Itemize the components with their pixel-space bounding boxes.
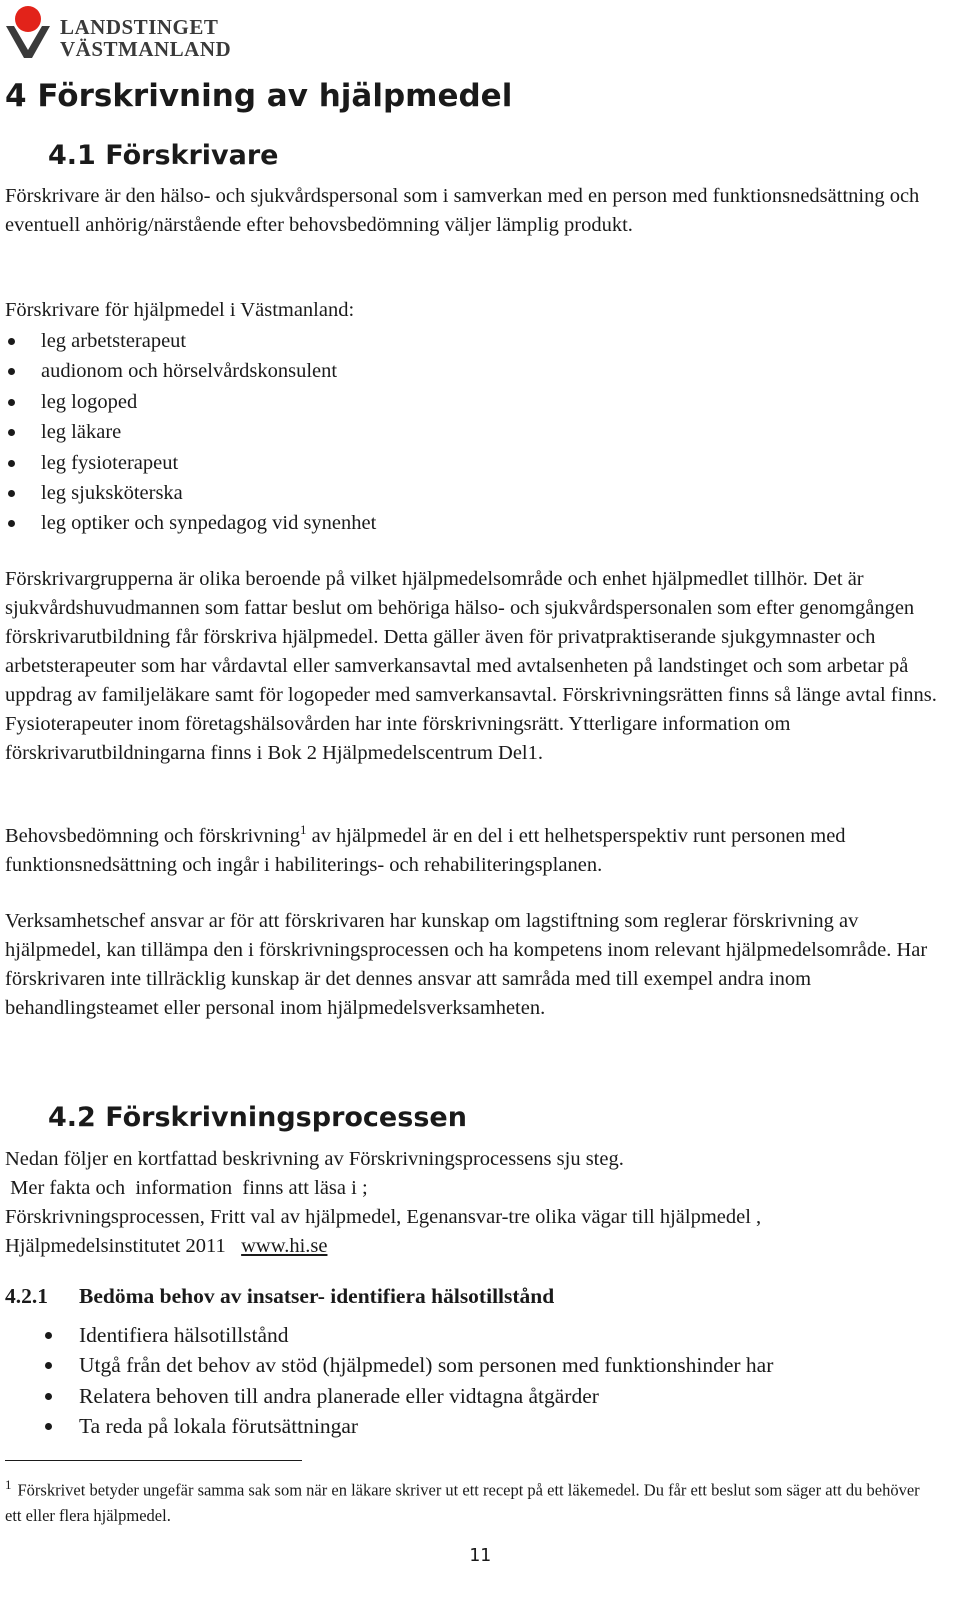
page-number: 11 bbox=[469, 1545, 491, 1566]
list-item: audionom och hörselvårdskonsulent bbox=[41, 356, 376, 386]
list-item: leg logoped bbox=[41, 387, 376, 417]
hi-website-link[interactable]: www.hi.se bbox=[241, 1235, 328, 1257]
list-item: Identifiera hälsotillstånd bbox=[79, 1320, 773, 1350]
footnote-divider bbox=[5, 1460, 302, 1461]
needs-assessment-paragraph bbox=[5, 822, 940, 880]
section-title: Bedöma behov av insatser- identifiera hälsotillstånd bbox=[79, 1284, 555, 1308]
needs-text-b: av hjälpmedel är en del i ett helhetsperspektiv runt personen med funktionsnedsättning och ingår i habiliterings- och rehabiliteringsplanen. bbox=[5, 825, 846, 876]
manager-responsibility-paragraph: Verksamhetschef ansvar ar för att förskrivaren har kunskap om lagstiftning som reglerar förskrivning av hjälpmedel, kan tillämpa den i förskrivningsprocessen och ha kompetens inom relevant hjälpmedelsområde. Har förskrivaren inte tillräcklig kunskap är det dennes ansvar att samråda med till exempel andra inom behandlingsteamet eller personal inom hjälpmedelsverksamheten. bbox=[5, 910, 928, 1019]
section-4-2-1-heading bbox=[5, 1284, 554, 1309]
list-item: leg sjuksköterska bbox=[41, 478, 376, 508]
list-item: leg optiker och synpedagog vid synenhet bbox=[41, 508, 376, 538]
prescriber-list bbox=[41, 326, 376, 539]
footnote-ref: 1 bbox=[299, 822, 307, 838]
section-4-2-heading: 4.2 Förskrivningsprocessen bbox=[48, 1102, 467, 1133]
list-item: Ta reda på lokala förutsättningar bbox=[79, 1411, 773, 1441]
section-number: 4.2.1 bbox=[5, 1284, 48, 1308]
needs-text-a: Behovsbedömning och förskrivning bbox=[5, 825, 300, 847]
list-item: leg läkare bbox=[41, 417, 376, 447]
prescriber-groups-paragraph: Förskrivargrupperna är olika beroende på vilket hjälpmedelsområde och enhet hjälpmedlet tillhör. Det är sjukvårdshuvudmannen som fattar beslut om behöriga hälso- och sjukvårdspersonalen som efter genomgången förskrivarutbildning får förskriva hjälpmedel. Detta gäller även för privatpraktiserande sjukgymnaster och arbetsterapeuter som har vårdavtal eller samverkansavtal med avtalsenheten på landstinget och som arbetar på uppdrag av familjeläkare samt för logopeder med samverkansavtal. Förskrivningsrätten finns så länge avtal finns. Fysioterapeuter inom företagshälsovården har inte förskrivningsrätt. Ytterligare information om förskrivarutbildningarna finns i Bok 2 Hjälpmedelscentrum Del1. bbox=[5, 568, 937, 764]
footnote-number: 1 bbox=[5, 1477, 12, 1492]
footnote-text: Förskrivet betyder ungefär samma sak som när en läkare skriver ut ett recept på ett läkemedel. Du får ett beslut som säger att du behöver ett eller flera hjälpmedel. bbox=[5, 1480, 920, 1525]
logo-emblem-icon bbox=[4, 4, 60, 60]
list-item: Utgå från det behov av stöd (hjälpmedel) som personen med funktionshinder har bbox=[79, 1350, 773, 1380]
assessment-steps-list bbox=[79, 1320, 773, 1442]
section-4-1-heading: 4.1 Förskrivare bbox=[48, 140, 279, 171]
logo-line-1: LANDSTINGET bbox=[60, 15, 219, 39]
list-item: leg arbetsterapeut bbox=[41, 326, 376, 356]
s42-line-2: Mer fakta och information finns att läsa i ; bbox=[5, 1177, 368, 1199]
s41-intro-paragraph: Förskrivare är den hälso- och sjukvårdspersonal som i samverkan med en person med funktionsnedsättning och eventuell anhörig/närstående efter behovsbedömning väljer lämplig produkt. bbox=[5, 185, 920, 236]
list-item: Relatera behoven till andra planerade eller vidtagna åtgärder bbox=[79, 1381, 773, 1411]
landstinget-logo bbox=[4, 4, 232, 61]
s42-source: Hjälpmedelsinstitutet 2011 bbox=[5, 1235, 242, 1257]
list-item: leg fysioterapeut bbox=[41, 448, 376, 478]
footnote bbox=[5, 1472, 940, 1528]
s42-line-4 bbox=[5, 1232, 940, 1261]
s42-line-3: Förskrivningsprocessen, Fritt val av hjälpmedel, Egenansvar-tre olika vägar till hjälpmedel , bbox=[5, 1206, 762, 1228]
logo-line-2: VÄSTMANLAND bbox=[60, 37, 232, 61]
s42-line-1: Nedan följer en kortfattad beskrivning av Förskrivningsprocessens sju steg. bbox=[5, 1148, 624, 1170]
s42-intro bbox=[5, 1145, 940, 1261]
prescriber-list-intro: Förskrivare för hjälpmedel i Västmanland: bbox=[5, 299, 355, 321]
logo-text bbox=[60, 16, 231, 60]
chapter-heading: 4 Förskrivning av hjälpmedel bbox=[5, 78, 513, 114]
